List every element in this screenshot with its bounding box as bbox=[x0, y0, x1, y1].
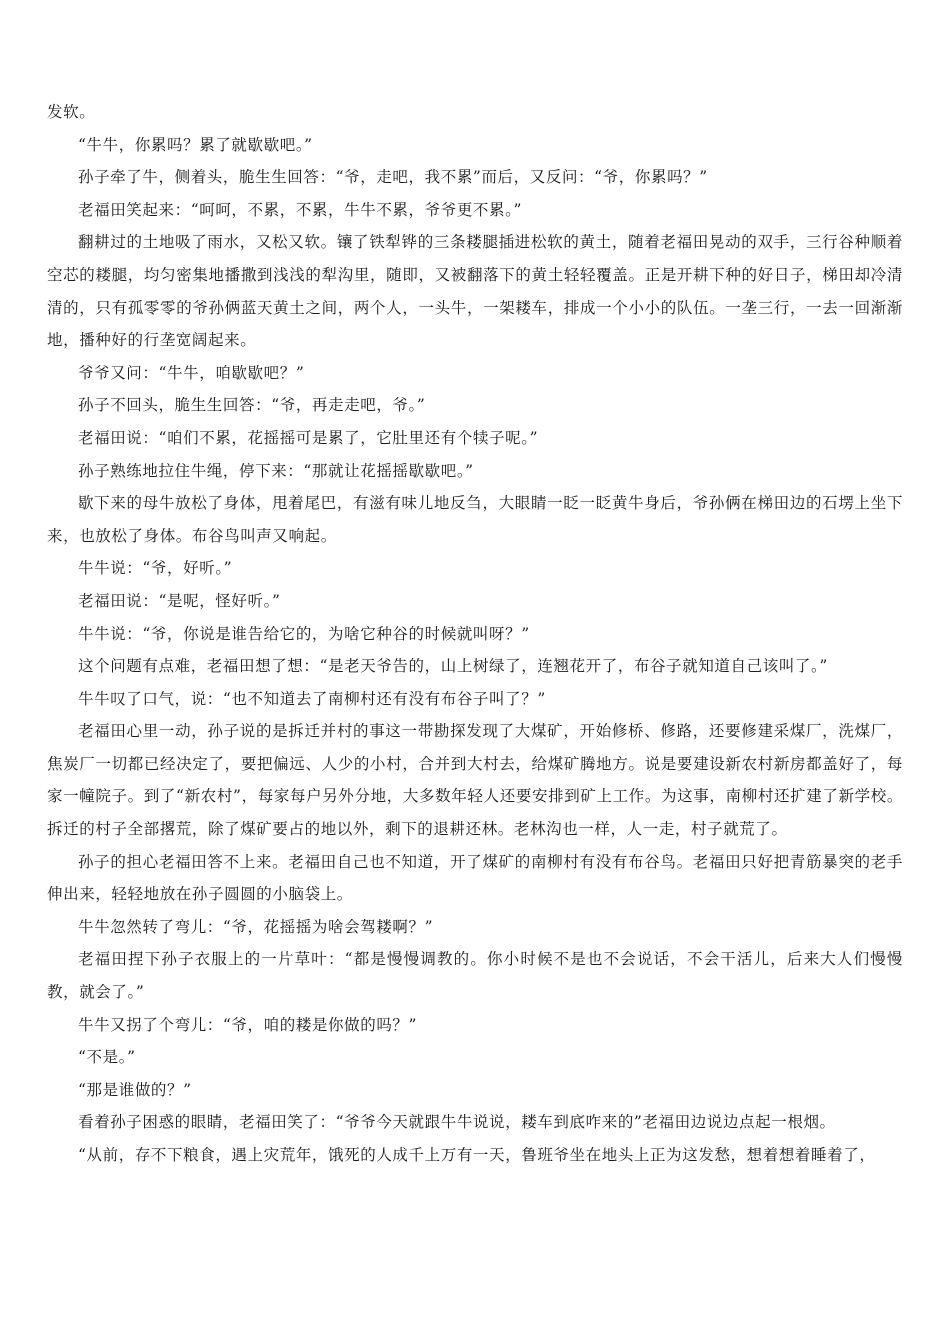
paragraph: 老福田说：“咱们不累，花摇摇可是累了，它肚里还有个犊子呢。” bbox=[78, 428, 539, 447]
paragraph: 牛牛又拐了个弯儿：“爷，咱的耧是你做的吗？” bbox=[78, 1015, 418, 1034]
paragraph: “牛牛，你累吗？累了就歇歇吧。” bbox=[78, 135, 313, 154]
paragraph: 老福田捏下孙子衣服上的一片草叶：“都是慢慢调教的。你小时候不是也不会说话，不会干活儿，后来大人们慢慢教，就会了。” bbox=[47, 950, 903, 1002]
paragraph: 牛牛说：“爷，好听。” bbox=[78, 559, 233, 578]
paragraph: 这个问题有点难，老福田想了想：“是老天爷告的，山上树绿了，连翘花开了，布谷子就知道自己该叫了。” bbox=[78, 657, 828, 676]
paragraph: “那是谁做的？” bbox=[78, 1080, 192, 1099]
paragraph: 老福田心里一动，孙子说的是拆迁并村的事这一带勘探发现了大煤矿，开始修桥、修路，还要修建采煤厂，洗煤厂，焦炭厂一切都已经决定了，要把偏远、人少的小村，合并到大村去，给煤矿腾地方。说是要建设新农村新房都盖好了，每家一幢院子。到了“新农村”，每家每户另外分地，大多数年轻人还要安排到矿上工作。为这事，南柳村还扩建了新学校。拆迁的村子全部撂荒，除了煤矿要占的地以外，剩下的退耕还林。老林沟也一样，人一走，村子就荒了。 bbox=[47, 722, 903, 839]
paragraph: “不是。” bbox=[78, 1048, 136, 1067]
document-page bbox=[47, 96, 903, 1172]
paragraph: 看着孙子困惑的眼睛，老福田笑了：“爷爷今天就跟牛牛说说，耧车到底咋来的”老福田边说边点起一根烟。 bbox=[78, 1113, 836, 1132]
paragraph: 牛牛忽然转了弯儿：“爷，花摇摇为啥会驾耧啊？” bbox=[78, 917, 434, 936]
paragraph: 孙子牵了牛，侧着头，脆生生回答：“爷，走吧，我不累”而后，又反问：“爷，你累吗？” bbox=[78, 168, 708, 187]
paragraph: 牛牛叹了口气，说：“也不知道去了南柳村还有没有布谷子叫了？” bbox=[78, 689, 546, 708]
paragraph: 老福田说：“是呢，怪好听。” bbox=[78, 591, 281, 610]
paragraph: 孙子熟练地拉住牛绳，停下来：“那就让花摇摇歇歇吧。” bbox=[78, 461, 474, 480]
paragraph: 歇下来的母牛放松了身体，甩着尾巴，有滋有味儿地反刍，大眼睛一眨一眨黄牛身后，爷孙俩在梯田边的石塄上坐下来，也放松了身体。布谷鸟叫声又响起。 bbox=[47, 494, 903, 545]
paragraph: 老福田笑起来：“呵呵，不累，不累，牛牛不累，爷爷更不累。” bbox=[78, 200, 522, 219]
paragraph: 发软。 bbox=[47, 103, 96, 121]
paragraph: 爷爷又问：“牛牛，咱歇歇吧？” bbox=[78, 363, 305, 382]
paragraph: 孙子的担心老福田答不上来。老福田自己也不知道，开了煤矿的南柳村有没有布谷鸟。老福田只好把青筋暴突的老手伸出来，轻轻地放在孙子圆圆的小脑袋上。 bbox=[47, 852, 903, 904]
paragraph: 牛牛说：“爷，你说是谁告给它的，为啥它种谷的时候就叫呀？” bbox=[78, 624, 530, 643]
paragraph: 翻耕过的土地吸了雨水，又松又软。镶了铁犁铧的三条耧腿插进松软的黄土，随着老福田晃动的双手，三行谷种顺着空芯的耧腿，均匀密集地播撒到浅浅的犁沟里，随即，又被翻落下的黄土轻轻覆盖。正是开耕下种的好日子，梯田却冷清清的，只有孤零零的爷孙俩蓝天黄土之间，两个人，一头牛，一架耧车，排成一个小小的队伍。一垄三行，一去一回渐渐地，播种好的行垄宽阔起来。 bbox=[47, 233, 903, 350]
paragraph: 孙子不回头，脆生生回答：“爷，再走走吧，爷。” bbox=[78, 396, 426, 415]
paragraph: “从前，存不下粮食，遇上灾荒年，饿死的人成千上万有一天，鲁班爷坐在地头上正为这发愁，想着想着睡着了， bbox=[78, 1146, 876, 1164]
